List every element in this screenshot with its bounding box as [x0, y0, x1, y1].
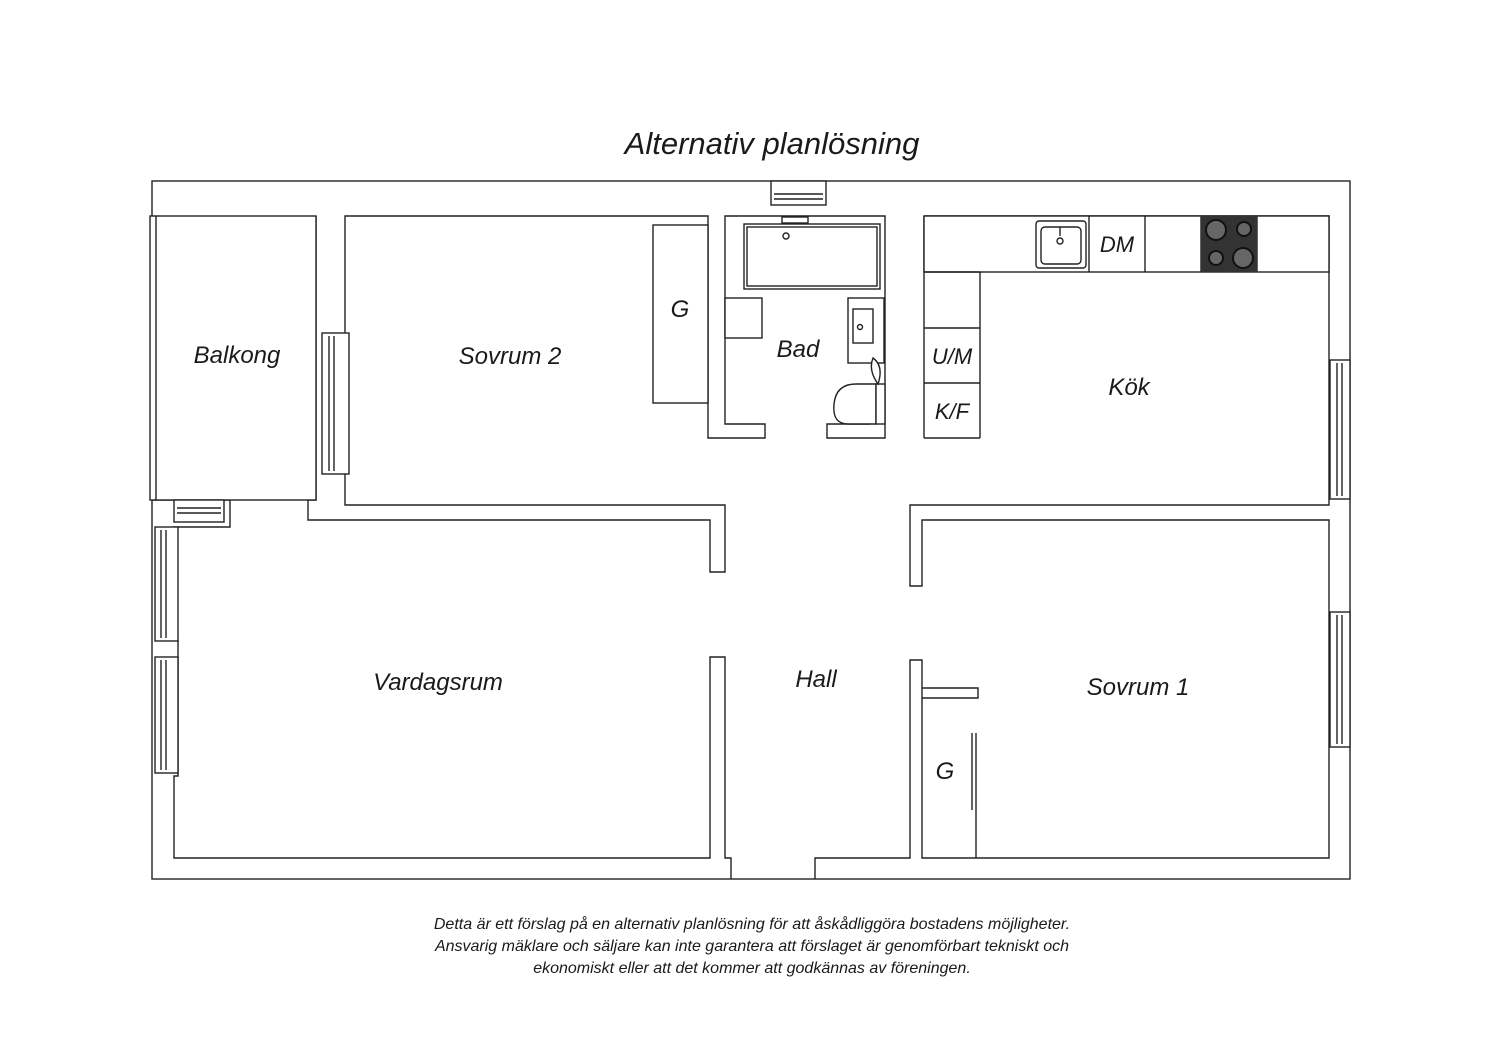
label-kyl-frys: K/F	[934, 399, 970, 424]
room-label-vardagsrum: Vardagsrum	[373, 669, 503, 696]
disclaimer	[300, 914, 1204, 980]
disclaimer-line-2: Ansvarig mäklare och säljare kan inte garantera att förslaget är genomförbart tekniskt och	[434, 938, 1070, 955]
room-label-balkong: Balkong	[193, 342, 281, 369]
room-label-sovrum2: Sovrum 2	[458, 343, 562, 370]
room-label-hall: Hall	[795, 666, 837, 693]
bathroom-cabinet	[725, 298, 762, 338]
plan-title: Alternativ planlösning	[624, 126, 920, 161]
room-label-kok: Kök	[1108, 374, 1150, 401]
label-ugn-mikro: U/M	[931, 344, 973, 369]
label-diskmaskin: DM	[1099, 232, 1135, 257]
room-label-garderob-sovrum2: G	[670, 296, 690, 323]
room-label-garderob-sovrum1: G	[935, 758, 955, 785]
bathtub	[744, 224, 880, 289]
room-label-sovrum1: Sovrum 1	[1086, 674, 1190, 701]
toilet	[834, 384, 876, 424]
room-label-bad: Bad	[776, 336, 820, 363]
disclaimer-line-3: ekonomiskt eller att det kommer att godkännas av föreningen.	[533, 960, 971, 977]
disclaimer-line-1: Detta är ett förslag på en alternativ planlösning för att åskådliggöra bostadens möjligheter.	[433, 916, 1071, 933]
